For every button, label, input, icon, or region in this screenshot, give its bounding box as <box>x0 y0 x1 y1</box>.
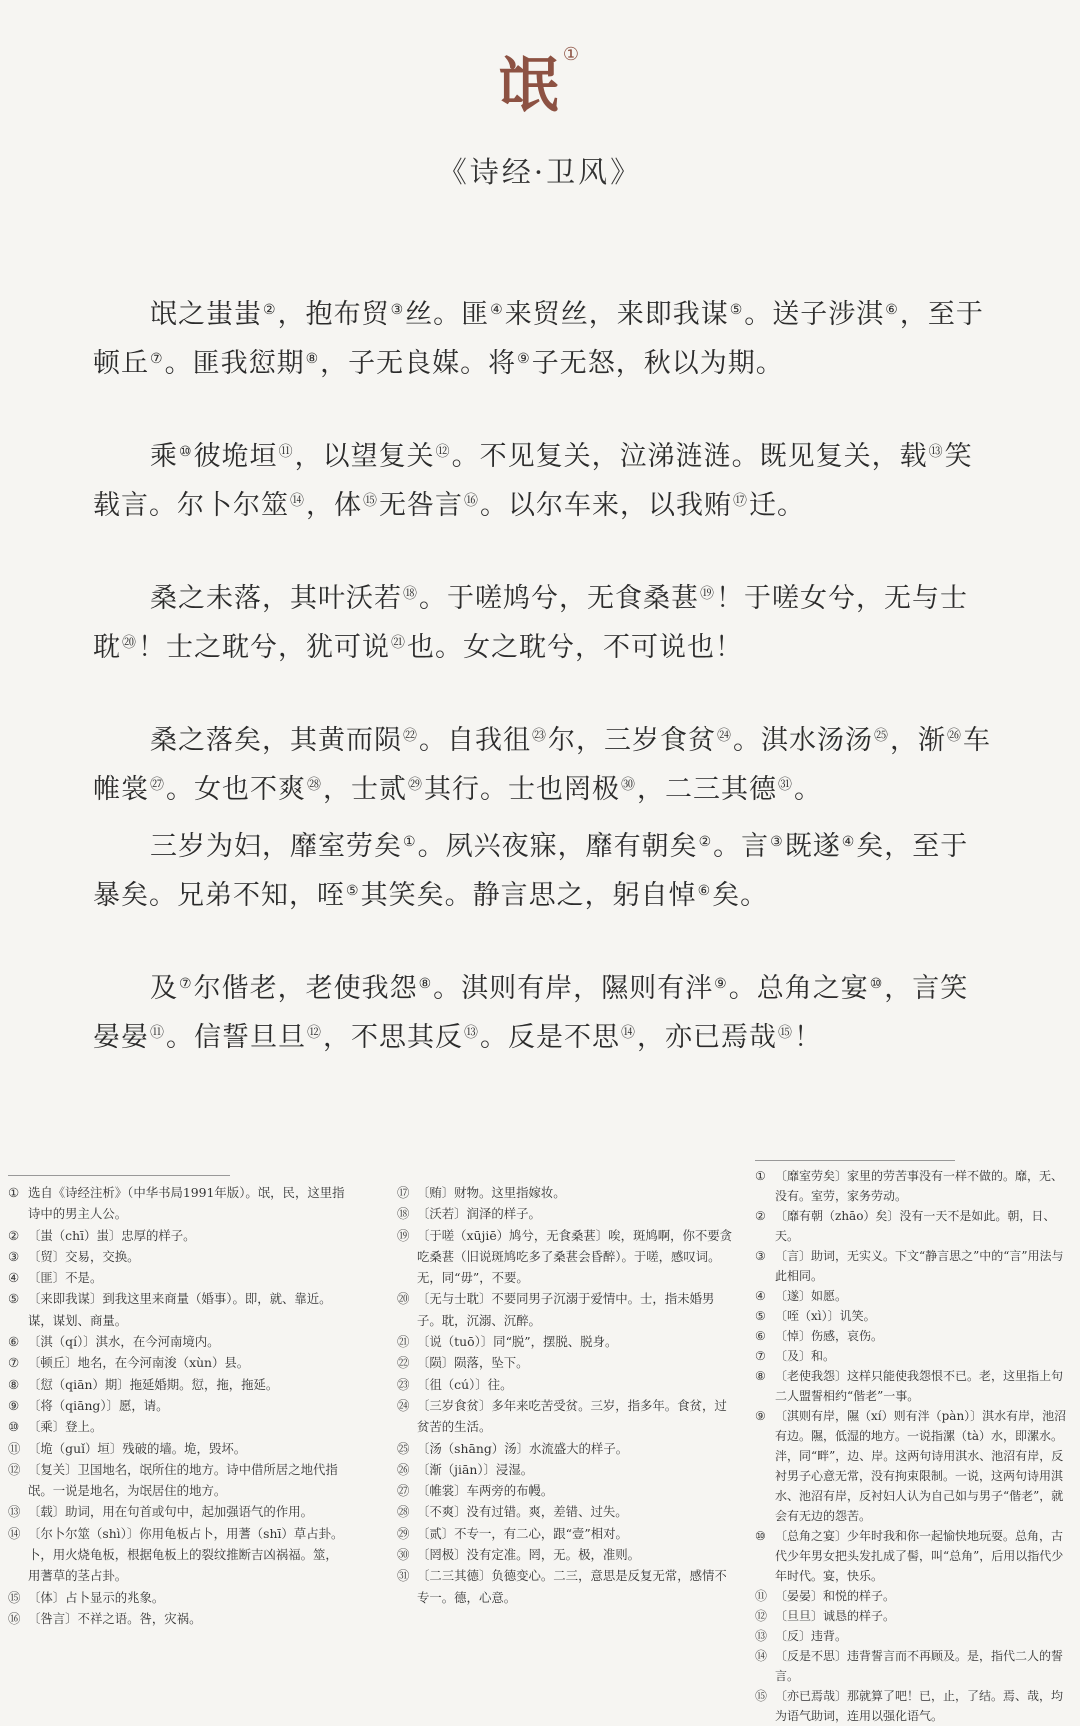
footnote-text: 〔尔卜尔筮（shì）〕你用龟板占卜，用蓍（shī）草占卦。卜，用火烧龟板，根据龟板上的裂纹推断吉凶祸福。筮，用蓍草的茎占卦。 <box>28 1525 344 1584</box>
note-marker: ① <box>403 834 417 850</box>
note-marker: ⑳ <box>122 635 137 651</box>
notes-divider <box>8 1175 230 1176</box>
footnote-number: ② <box>755 1209 766 1223</box>
note-marker: ㉒ <box>403 728 418 744</box>
footnote-number: ⑬ <box>8 1504 21 1520</box>
footnote-number: ⑱ <box>397 1206 410 1222</box>
note-marker: ⑰ <box>733 493 748 509</box>
footnote-text: 〔体〕占卜显示的兆象。 <box>28 1589 165 1605</box>
footnote-number: ⑥ <box>8 1334 20 1350</box>
footnote-number: ② <box>8 1227 20 1243</box>
footnote <box>755 1346 1070 1366</box>
footnote-text: 〔晏晏〕和悦的样子。 <box>775 1589 896 1603</box>
note-marker: ② <box>698 834 713 850</box>
footnote-number: ㉓ <box>397 1376 410 1392</box>
note-marker: ⑦ <box>150 351 164 367</box>
footnote-text: 〔于嗟（xūjiē）鸠兮，无食桑葚〕唉，斑鸠啊，你不要贪吃桑葚（旧说斑鸠吃多了桑葚会昏醉）。于嗟，感叹词。无，同“毋”，不要。 <box>417 1227 733 1286</box>
footnote <box>755 1286 1070 1306</box>
note-marker: ㉛ <box>778 777 793 793</box>
footnote-text: 〔沃若〕润泽的样子。 <box>417 1206 541 1222</box>
note-marker: ⑩ <box>179 444 193 460</box>
note-marker: ㉗ <box>150 777 165 793</box>
footnote-text: 〔匪〕不是。 <box>28 1270 103 1286</box>
title-note-marker: ① <box>562 44 582 65</box>
footnote-number: ① <box>755 1169 766 1183</box>
footnote-number: ⑲ <box>397 1227 410 1243</box>
footnote-text: 〔淇则有岸，隰（xí）则有泮（pàn）〕淇水有岸，池沼有边。隰，低湿的地方。一说指漯（tà）水，即漯水。泮，同“畔”，边、岸。这两句诗用淇水、池沼有岸，反衬男子心意无常，没有拘束限制。一说，这两句诗用淇水、池沼有岸，反衬妇人认为自己如与男子“偕老”，就会有无边的怨苦。 <box>775 1409 1067 1523</box>
footnote <box>397 1374 735 1395</box>
footnote-number: ⑧ <box>8 1376 20 1392</box>
footnote <box>397 1459 735 1480</box>
footnote-number: ⑦ <box>755 1349 766 1363</box>
footnote <box>397 1565 735 1608</box>
footnote-text: 〔及〕和。 <box>775 1349 836 1363</box>
footnote-text: 〔汤（shāng）汤〕水流盛大的样子。 <box>417 1440 629 1456</box>
footnote-number: ㉑ <box>397 1334 410 1350</box>
footnote-number: ㉕ <box>397 1440 410 1456</box>
footnote <box>397 1182 735 1203</box>
footnote-text: 选自《诗经注析》（中华书局1991年版）。氓，民，这里指诗中的男主人公。 <box>28 1185 345 1222</box>
footnote <box>8 1288 346 1331</box>
footnote <box>397 1523 735 1544</box>
notes-divider <box>755 1160 955 1161</box>
note-marker: ⑧ <box>418 976 433 992</box>
footnote-number: ⑨ <box>8 1397 20 1413</box>
stanza: 乘⑩彼垝垣⑪，以望复关⑫。不见复关，泣涕涟涟。既见复关，载⑬笑载言。尔卜尔筮⑭，体⑮无咎言⑯。以尔车来，以我贿⑰迁。 <box>93 441 973 521</box>
note-marker: ④ <box>490 302 504 318</box>
footnote-text: 〔乘〕登上。 <box>28 1419 103 1435</box>
footnote <box>8 1587 346 1608</box>
note-marker: ⑫ <box>435 444 451 460</box>
footnote-number: ① <box>8 1185 20 1200</box>
footnote <box>397 1288 735 1331</box>
footnote-number: ⑧ <box>755 1369 766 1383</box>
footnote-text: 〔淇（qí）〕淇水，在今河南境内。 <box>28 1334 220 1350</box>
footnote-number: ⑭ <box>755 1649 768 1663</box>
note-marker: ③ <box>390 302 405 318</box>
footnote-text: 〔顿丘〕地名，在今河南浚（xùn）县。 <box>28 1355 250 1371</box>
stanza: 桑之落矣，其黄而陨$^㉒$。自我徂$^㉓$尔，三岁食贫$^㉔$。淇水汤汤$^㉕$，渐$^㉖$车帷裳$^㉗$。女也不爽$^㉘$，士贰$^㉙$其行。士也罔极$^㉚$，二三其德$^㉛$。 <box>93 725 991 805</box>
note-marker: ㉖ <box>947 728 962 744</box>
footnote <box>8 1225 346 1246</box>
footnote-number: ㉒ <box>397 1355 410 1371</box>
footnote <box>8 1501 346 1522</box>
note-marker: ⑮ <box>363 493 378 509</box>
footnote <box>755 1326 1070 1346</box>
footnote-number: ㉔ <box>397 1397 410 1413</box>
note-marker: ⑭ <box>290 493 305 509</box>
footnote-number: ⑳ <box>397 1291 410 1307</box>
note-marker: ⑤ <box>346 883 360 899</box>
footnote-number: ㉗ <box>397 1483 410 1499</box>
note-marker: ⑩ <box>869 976 884 992</box>
footnote-text: 〔贸〕交易，交换。 <box>28 1248 140 1264</box>
note-marker: ⑥ <box>697 883 712 899</box>
note-marker: ㉘ <box>307 777 322 793</box>
footnote-number: ⑨ <box>755 1409 766 1423</box>
footnotes-column-3 <box>755 1166 1070 1726</box>
footnote <box>755 1626 1070 1646</box>
footnote-text: 〔蚩（chī）蚩〕忠厚的样子。 <box>28 1227 196 1243</box>
footnote-number: ㉘ <box>397 1504 410 1520</box>
footnote-text: 〔不爽〕没有过错。爽，差错、过失。 <box>417 1504 628 1520</box>
footnote-text: 〔渐（jiān）〕浸湿。 <box>417 1461 534 1477</box>
footnote-number: ⑪ <box>8 1440 21 1456</box>
note-marker: ㉑ <box>391 635 406 651</box>
footnote <box>8 1331 346 1352</box>
footnote-text: 〔罔极〕没有定准。罔，无。极，准则。 <box>417 1547 641 1563</box>
footnotes-column-1 <box>8 1182 346 1629</box>
footnote-text: 〔徂（cú）〕往。 <box>417 1376 513 1392</box>
footnote <box>8 1352 346 1373</box>
footnote <box>8 1523 346 1587</box>
note-marker: ⑬ <box>928 444 944 460</box>
footnote <box>397 1225 735 1289</box>
stanza: 氓之蚩蚩②，抱布贸③丝。匪④来贸丝，来即我谋⑤。送子涉淇⑥，至于顿丘⑦。匪我愆期⑧，子无良媒。将⑨子无怒，秋以为期。 <box>93 299 984 379</box>
footnote-number: ⑩ <box>8 1419 20 1435</box>
footnote-number: ③ <box>755 1249 766 1263</box>
footnote <box>397 1544 735 1565</box>
note-marker: ⑮ <box>778 1025 793 1041</box>
stanza: 桑之未落，其叶沃若⑱。于嗟鸠兮，无食桑葚⑲！于嗟女兮，无与士耽⑳！士之耽兮，犹可说$^㉑$也。女之耽兮，不可说也！ <box>93 583 968 663</box>
footnote-text: 〔无与士耽〕不要同男子沉溺于爱情中。士，指未婚男子。耽，沉溺、沉醉。 <box>417 1291 715 1328</box>
note-marker: ⑦ <box>179 976 193 992</box>
note-marker: ⑲ <box>700 586 715 602</box>
footnote-number: ㉙ <box>397 1525 410 1541</box>
footnote <box>755 1206 1070 1246</box>
footnote-text: 〔垝（guǐ）垣〕残破的墙。垝，毁坏。 <box>28 1440 247 1456</box>
footnote-number: ⑮ <box>755 1689 768 1703</box>
footnote-number: ⑯ <box>8 1610 21 1626</box>
footnote <box>8 1182 346 1225</box>
footnote <box>8 1267 346 1288</box>
footnote-text: 〔复关〕卫国地名，氓所住的地方。诗中借所居之地代指氓。一说是地名，为氓居住的地方。 <box>28 1461 338 1499</box>
note-marker: ㉕ <box>874 728 889 744</box>
footnote <box>755 1166 1070 1206</box>
footnote-text: 〔贰〕不专一，有二心，跟“壹”相对。 <box>417 1525 628 1541</box>
footnote-text: 〔靡室劳矣〕家里的劳苦事没有一样不做的。靡，无、没有。室劳，家务劳动。 <box>775 1169 1064 1203</box>
poem-body <box>93 290 993 1106</box>
footnote-text: 〔亦已焉哉〕那就算了吧！已，止，了结。焉、哉，均为语气助词，连用以强化语气。 <box>775 1689 1064 1723</box>
note-marker: ⑫ <box>307 1025 322 1041</box>
note-marker: ⑥ <box>885 302 899 318</box>
footnote-number: ⑤ <box>8 1291 20 1307</box>
footnote-text: 〔遂〕如愿。 <box>775 1289 848 1303</box>
footnote-text: 〔载〕助词，用在句首或句中，起加强语气的作用。 <box>28 1504 313 1520</box>
footnote-number: ⑬ <box>755 1629 768 1643</box>
footnote-text: 〔三岁食贫〕多年来吃苦受贫。三岁，指多年。食贫，过贫苦的生活。 <box>417 1397 727 1435</box>
footnote-number: ⑥ <box>755 1329 766 1343</box>
footnote-text: 〔帷裳〕车两旁的布幔。 <box>417 1483 554 1499</box>
poem-source: 《诗经·卫风》 <box>437 155 643 189</box>
footnote <box>8 1416 346 1437</box>
footnote <box>755 1306 1070 1326</box>
footnote-number: ④ <box>8 1270 20 1286</box>
footnote <box>397 1438 735 1459</box>
footnote-text: 〔老使我怨〕这样只能使我怨恨不已。老，这里指上句二人盟誓相约“偕老”一事。 <box>775 1369 1064 1403</box>
footnote <box>8 1438 346 1459</box>
footnote-number: ③ <box>8 1248 20 1264</box>
footnote <box>397 1501 735 1522</box>
footnote-number: ⑪ <box>755 1589 768 1603</box>
footnote <box>755 1606 1070 1626</box>
footnote <box>755 1406 1070 1526</box>
footnote-text: 〔来即我谋〕到我这里来商量（婚事）。即，就、靠近。谋，谋划、商量。 <box>28 1291 332 1328</box>
footnote-text: 〔咎言〕不祥之语。咎，灾祸。 <box>28 1610 202 1626</box>
footnotes-column-2 <box>397 1182 735 1608</box>
stanza: 及⑦尔偕老，老使我怨⑧。淇则有岸，隰则有泮⑨。总角之宴⑩，言笑晏晏⑪。信誓旦旦⑫，不思其反⑬。反是不思⑭，亦已焉哉⑮！ <box>93 973 969 1053</box>
footnote-text: 〔二三其德〕负德变心。二三，意思是反复无常，感情不专一。德，心意。 <box>417 1568 727 1605</box>
footnote <box>8 1608 346 1629</box>
footnote-number: ㉚ <box>397 1547 410 1563</box>
stanza: 三岁为妇，靡室劳矣①。夙兴夜寐，靡有朝矣②。言③既遂④矣，至于暴矣。兄弟不知，咥⑤其笑矣。静言思之，躬自悼⑥矣。 <box>93 831 969 911</box>
footnote-number: ⑰ <box>397 1185 410 1200</box>
footnote <box>397 1480 735 1501</box>
footnote-number: ⑫ <box>8 1461 21 1477</box>
footnote <box>8 1459 346 1502</box>
footnote-text: 〔旦旦〕诚恳的样子。 <box>775 1609 896 1623</box>
footnote-text: 〔陨〕陨落，坠下。 <box>417 1355 529 1371</box>
footnote <box>755 1246 1070 1286</box>
footnote <box>8 1246 346 1267</box>
footnote <box>397 1203 735 1224</box>
note-marker: ⑱ <box>403 586 418 602</box>
footnote-number: ⑦ <box>8 1355 20 1371</box>
footnote-number: ㉖ <box>397 1461 410 1477</box>
note-marker: ⑤ <box>729 302 744 318</box>
footnote-text: 〔贿〕财物。这里指嫁妆。 <box>417 1185 566 1200</box>
footnote-text: 〔愆（qiān）期〕拖延婚期。愆，拖，拖延。 <box>28 1376 279 1392</box>
note-marker: ⑧ <box>305 351 320 367</box>
footnote-text: 〔反是不思〕违背誓言而不再顾及。是，指代二人的誓言。 <box>775 1649 1064 1683</box>
note-marker: ㉓ <box>532 728 547 744</box>
poem-title: 氓 ① <box>498 44 582 121</box>
note-marker: ⑪ <box>278 444 294 460</box>
footnote <box>755 1366 1070 1406</box>
footnote-text: 〔靡有朝（zhāo）矣〕没有一天不是如此。朝，日、天。 <box>775 1209 1056 1243</box>
note-marker: ④ <box>841 834 856 850</box>
note-marker: ㉔ <box>717 728 732 744</box>
note-marker: ⑭ <box>621 1025 636 1041</box>
footnote-text: 〔言〕助词，无实义。下文“静言思之”中的“言”用法与此相同。 <box>775 1249 1064 1283</box>
footnote <box>8 1374 346 1395</box>
note-marker: ③ <box>770 834 784 850</box>
footnote <box>755 1646 1070 1686</box>
footnote <box>755 1526 1070 1586</box>
footnote-text: 〔反〕违背。 <box>775 1629 848 1643</box>
note-marker: ㉚ <box>621 777 636 793</box>
note-marker: ② <box>263 302 277 318</box>
note-marker: ⑨ <box>517 351 531 367</box>
footnote <box>755 1586 1070 1606</box>
note-marker: ⑯ <box>464 493 479 509</box>
footnote <box>397 1331 735 1352</box>
footnote <box>397 1352 735 1373</box>
footnote-number: ㉛ <box>397 1568 410 1584</box>
note-marker: ⑪ <box>150 1025 165 1041</box>
note-marker: ⑨ <box>714 976 728 992</box>
footnote-text: 〔说（tuō）〕同“脱”，摆脱、脱身。 <box>417 1334 618 1350</box>
footnote-text: 〔悼〕伤感，哀伤。 <box>775 1329 884 1343</box>
footnote-text: 〔总角之宴〕少年时我和你一起愉快地玩耍。总角，古代少年男女把头发扎成了髻，叫“总角”，后用以指代少年时代。宴，快乐。 <box>775 1529 1064 1583</box>
footnote <box>755 1686 1070 1726</box>
footnote <box>397 1395 735 1438</box>
note-marker: ㉙ <box>408 777 423 793</box>
footnote-number: ⑫ <box>755 1609 768 1623</box>
footnote-text: 〔咥（xì）〕讥笑。 <box>775 1309 876 1323</box>
footnote-text: 〔将（qiāng）〕愿，请。 <box>28 1397 169 1413</box>
footnote-number: ⑩ <box>755 1529 766 1543</box>
footnote-number: ⑭ <box>8 1525 21 1541</box>
footnote <box>8 1395 346 1416</box>
footnote-number: ④ <box>755 1289 766 1303</box>
footnote-number: ⑮ <box>8 1589 21 1605</box>
note-marker: ⑬ <box>464 1025 479 1041</box>
footnote-number: ⑤ <box>755 1309 766 1323</box>
